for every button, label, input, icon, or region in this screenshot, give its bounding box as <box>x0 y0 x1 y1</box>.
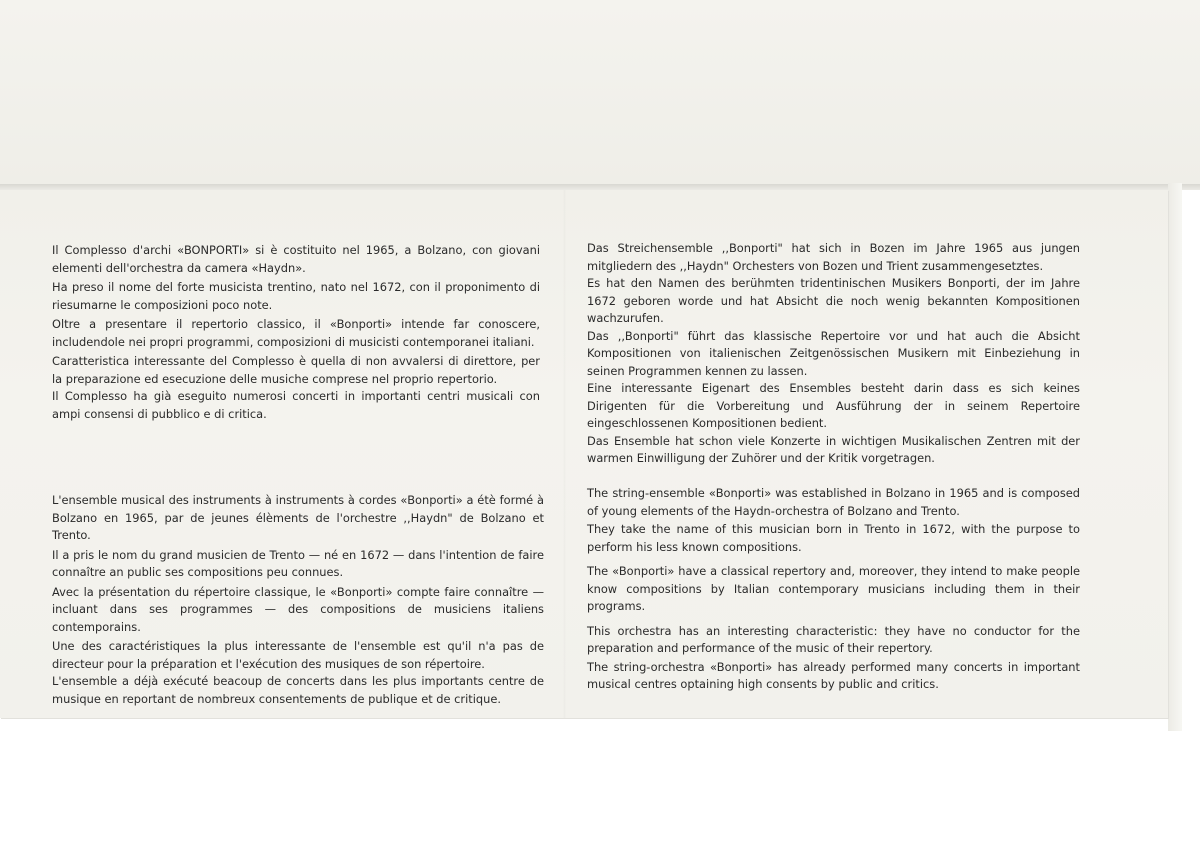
german-paragraph: Es hat den Namen des berühmten tridentinischen Musikers Bonporti, der im Jahre 1672 geboren worde und hat Absicht die noch wenig bekannten Kompositionen wachzurufen. <box>587 276 1080 325</box>
italian-paragraph: Oltre a presentare il repertorio classico, il «Bonporti» intende far conoscere, includendole nei propri programmi, composizioni di musicisti contemporanei italiani. <box>52 317 540 349</box>
italian-paragraph: Caratteristica interessante del Complesso è quella di non avvalersi di direttore, per la preparazione ed esecuzione delle musiche comprese nel proprio repertorio. <box>52 354 540 386</box>
german-paragraph: Das Streichensemble ,,Bonporti" hat sich in Bozen im Jahre 1965 aus jungen mitgliedern des ,,Haydn" Orchesters von Bozen und Trient zusammengesetztes. <box>587 241 1080 273</box>
english-paragraph: The «Bonporti» have a classical repertory and, moreover, they intend to make people know compositions by Italian contemporary musicians including them in their programs. <box>587 564 1080 613</box>
french-paragraph: Une des caractéristiques la plus interessante de l'ensemble est qu'il n'a pas de directeur pour la préparation et l'exécution des musiques de son répertoire. <box>52 639 544 671</box>
center-fold <box>563 190 566 718</box>
french-paragraph: L'ensemble a déjà exécuté beacoup de concerts dans les plus importants centre de musique en reportant de nombreux consentements de publique et de critique. <box>52 674 544 706</box>
italian-paragraph: Ha preso il nome del forte musicista trentino, nato nel 1672, con il proponimento di riesumarne le composizioni poco note. <box>52 280 540 312</box>
sheet-right-edge <box>1168 183 1182 731</box>
italian-paragraph: Il Complesso ha già eseguito numerosi concerti in importanti centri musicali con ampi consensi di pubblico e di critica. <box>52 389 540 421</box>
german-paragraph: Das ,,Bonporti" führt das klassische Repertoire vor und hat auch die Absicht Kompositionen von italienischen Zeitgenössischen Musikern mit Einbeziehung in seinen Programmen kennen zu lassen. <box>587 328 1080 378</box>
french-paragraph: L'ensemble musical des instruments à instruments à cordes «Bonporti» a étè formé à Bolzano en 1965, par de jeunes élèments de l'orchestre ,,Haydn" de Bolzano et Trento. <box>52 493 544 542</box>
french-text-block <box>52 492 544 710</box>
english-paragraph: This orchestra has an interesting characteristic: they have no conductor for the preparation and performance of the music of their repertory. <box>587 623 1080 655</box>
folded-flap <box>0 0 1200 188</box>
german-paragraph: Das Ensemble hat schon viele Konzerte in wichtigen Musikalischen Zentren mit der warmen Einwilligung der Zuhörer und der Kritik vorgetragen. <box>587 433 1080 465</box>
italian-text-block <box>52 242 540 425</box>
english-paragraph: They take the name of this musician born in Trento in 1672, with the purpose to perform his less known compositions. <box>587 522 1080 554</box>
italian-paragraph: Il Complesso d'archi «BONPORTI» si è costituito nel 1965, a Bolzano, con giovani elementi dell'orchestra da camera «Haydn». <box>52 243 540 275</box>
french-paragraph: Il a pris le nom du grand musicien de Trento — né en 1672 — dans l'intention de faire connaître an public ses compositions peu connues. <box>52 547 544 579</box>
english-text-block <box>587 485 1080 701</box>
french-paragraph: Avec la présentation du répertoire classique, le «Bonporti» compte faire connaître — incluant dans ses programmes — des compositions de musiciens italiens contemporains. <box>52 584 544 634</box>
english-paragraph: The string-orchestra «Bonporti» has already performed many concerts in important musical centres optaining high consents by public and critics. <box>587 659 1080 691</box>
english-paragraph: The string-ensemble «Bonporti» was established in Bolzano in 1965 and is composed of young elements of the Haydn-orchestra of Bolzano and Trento. <box>587 486 1080 518</box>
german-text-block <box>587 240 1080 468</box>
german-paragraph: Eine interessante Eigenart des Ensembles besteht darin dass es sich keines Dirigenten für die Vorbereitung und Ausführung der in seinem Repertoire eingeschlossenen Kompositionen bedient. <box>587 381 1080 430</box>
